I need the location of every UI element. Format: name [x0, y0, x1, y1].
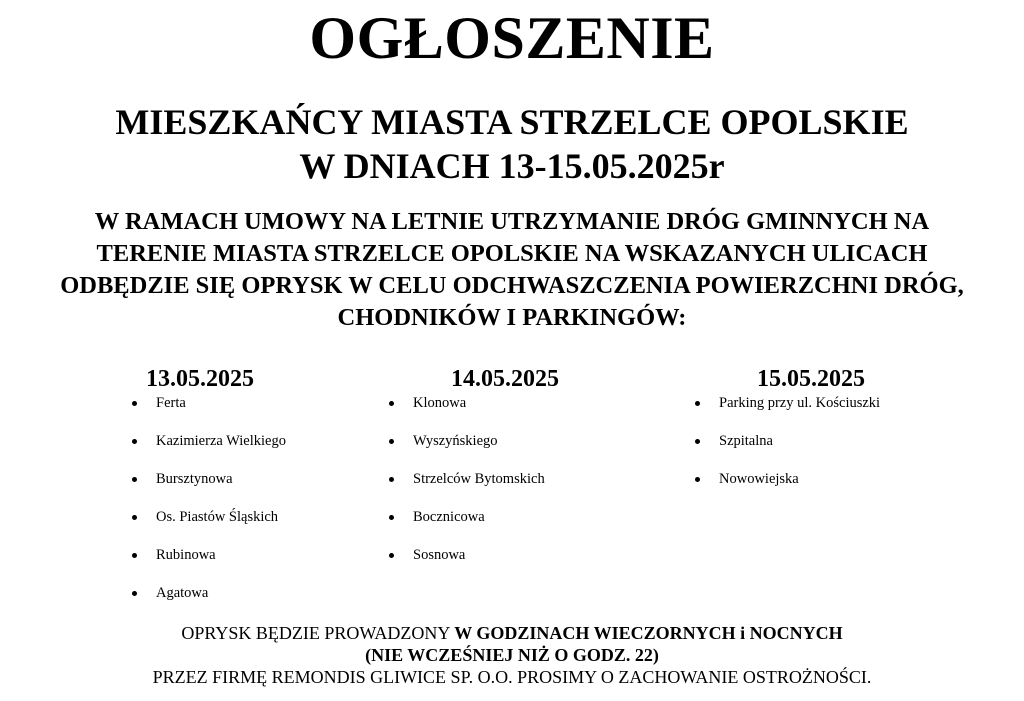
intro-line-2: TERENIE MIASTA STRZELCE OPOLSKIE NA WSKAZANYCH ULICACH: [96, 240, 928, 267]
street-list-item: [695, 432, 880, 451]
street-list: [389, 394, 559, 565]
street-name: Bursztynowa: [156, 471, 233, 487]
street-list-item: [132, 394, 286, 413]
footer-line-1-bold: W GODZINACH WIECZORNYCH i NOCNYCH: [454, 623, 843, 643]
street-list-item: [695, 394, 880, 413]
schedule-date: 14.05.2025: [451, 366, 559, 392]
bullet-icon: [132, 515, 137, 520]
bullet-icon: [132, 591, 137, 596]
street-name: Agatowa: [156, 585, 209, 601]
intro-line-1: W RAMACH UMOWY NA LETNIE UTRZYMANIE DRÓG GMINNYCH NA: [94, 208, 930, 235]
footer-line-2: [0, 644, 1024, 666]
bullet-icon: [695, 401, 700, 406]
street-list: [695, 394, 880, 489]
footer-line-1-normal: OPRYSK BĘDZIE PROWADZONY: [181, 623, 455, 643]
street-list-item: [389, 508, 559, 527]
footer-line-3: PRZEZ FIRMĘ REMONDIS GLIWICE SP. O.O. PROSIMY O ZACHOWANIE OSTROŻNOŚCI.: [152, 667, 872, 687]
schedule-date: 15.05.2025: [757, 366, 865, 392]
street-list-item: [389, 432, 559, 451]
announcement-intro: [0, 206, 1024, 334]
schedule-column-day-3: [695, 364, 880, 508]
street-list-item: [132, 584, 286, 603]
announcement-footer: [0, 622, 1024, 688]
announcement-subtitle: [0, 100, 1024, 188]
street-list-item: [389, 546, 559, 565]
bullet-icon: [132, 553, 137, 558]
bullet-icon: [389, 401, 394, 406]
bullet-icon: [389, 553, 394, 558]
street-list-item: [132, 432, 286, 451]
subtitle-line-dates: W DNIACH 13-15.05.2025r: [299, 146, 725, 186]
street-name: Klonowa: [413, 395, 467, 411]
schedule-column-day-1: [132, 364, 286, 622]
street-list-item: [389, 394, 559, 413]
street-name: Parking przy ul. Kościuszki: [719, 395, 881, 411]
bullet-icon: [695, 477, 700, 482]
street-name: Wyszyńskiego: [413, 433, 498, 449]
street-list-item: [695, 470, 880, 489]
intro-line-4: CHODNIKÓW I PARKINGÓW:: [337, 304, 687, 331]
street-list-item: [389, 470, 559, 489]
schedule-column-day-2: [389, 364, 559, 584]
bullet-icon: [389, 515, 394, 520]
intro-line-3: ODBĘDZIE SIĘ OPRYSK W CELU ODCHWASZCZENIA POWIERZCHNI DRÓG,: [60, 272, 964, 299]
street-list-item: [132, 470, 286, 489]
bullet-icon: [132, 477, 137, 482]
street-name: Nowowiejska: [719, 471, 799, 487]
footer-line-1: [0, 622, 1024, 644]
subtitle-line-residents: MIESZKAŃCY MIASTA STRZELCE OPOLSKIE: [115, 102, 909, 142]
street-list-item: [132, 546, 286, 565]
bullet-icon: [132, 401, 137, 406]
street-name: Os. Piastów Śląskich: [156, 509, 279, 525]
street-name: Rubinowa: [156, 547, 216, 563]
street-name: Bocznicowa: [413, 509, 485, 525]
footer-time-note: (NIE WCZEŚNIEJ NIŻ O GODZ. 22): [365, 645, 659, 665]
bullet-icon: [132, 439, 137, 444]
street-name: Strzelców Bytomskich: [413, 471, 545, 487]
bullet-icon: [695, 439, 700, 444]
street-name: Kazimierza Wielkiego: [156, 433, 286, 449]
street-list-item: [132, 508, 286, 527]
bullet-icon: [389, 477, 394, 482]
bullet-icon: [389, 439, 394, 444]
schedule-date: 13.05.2025: [146, 366, 254, 392]
street-name: Szpitalna: [719, 433, 773, 449]
street-list: [132, 394, 286, 603]
street-name: Sosnowa: [413, 547, 466, 563]
street-name: Ferta: [156, 395, 186, 411]
announcement-title: OGŁOSZENIE: [309, 5, 715, 71]
